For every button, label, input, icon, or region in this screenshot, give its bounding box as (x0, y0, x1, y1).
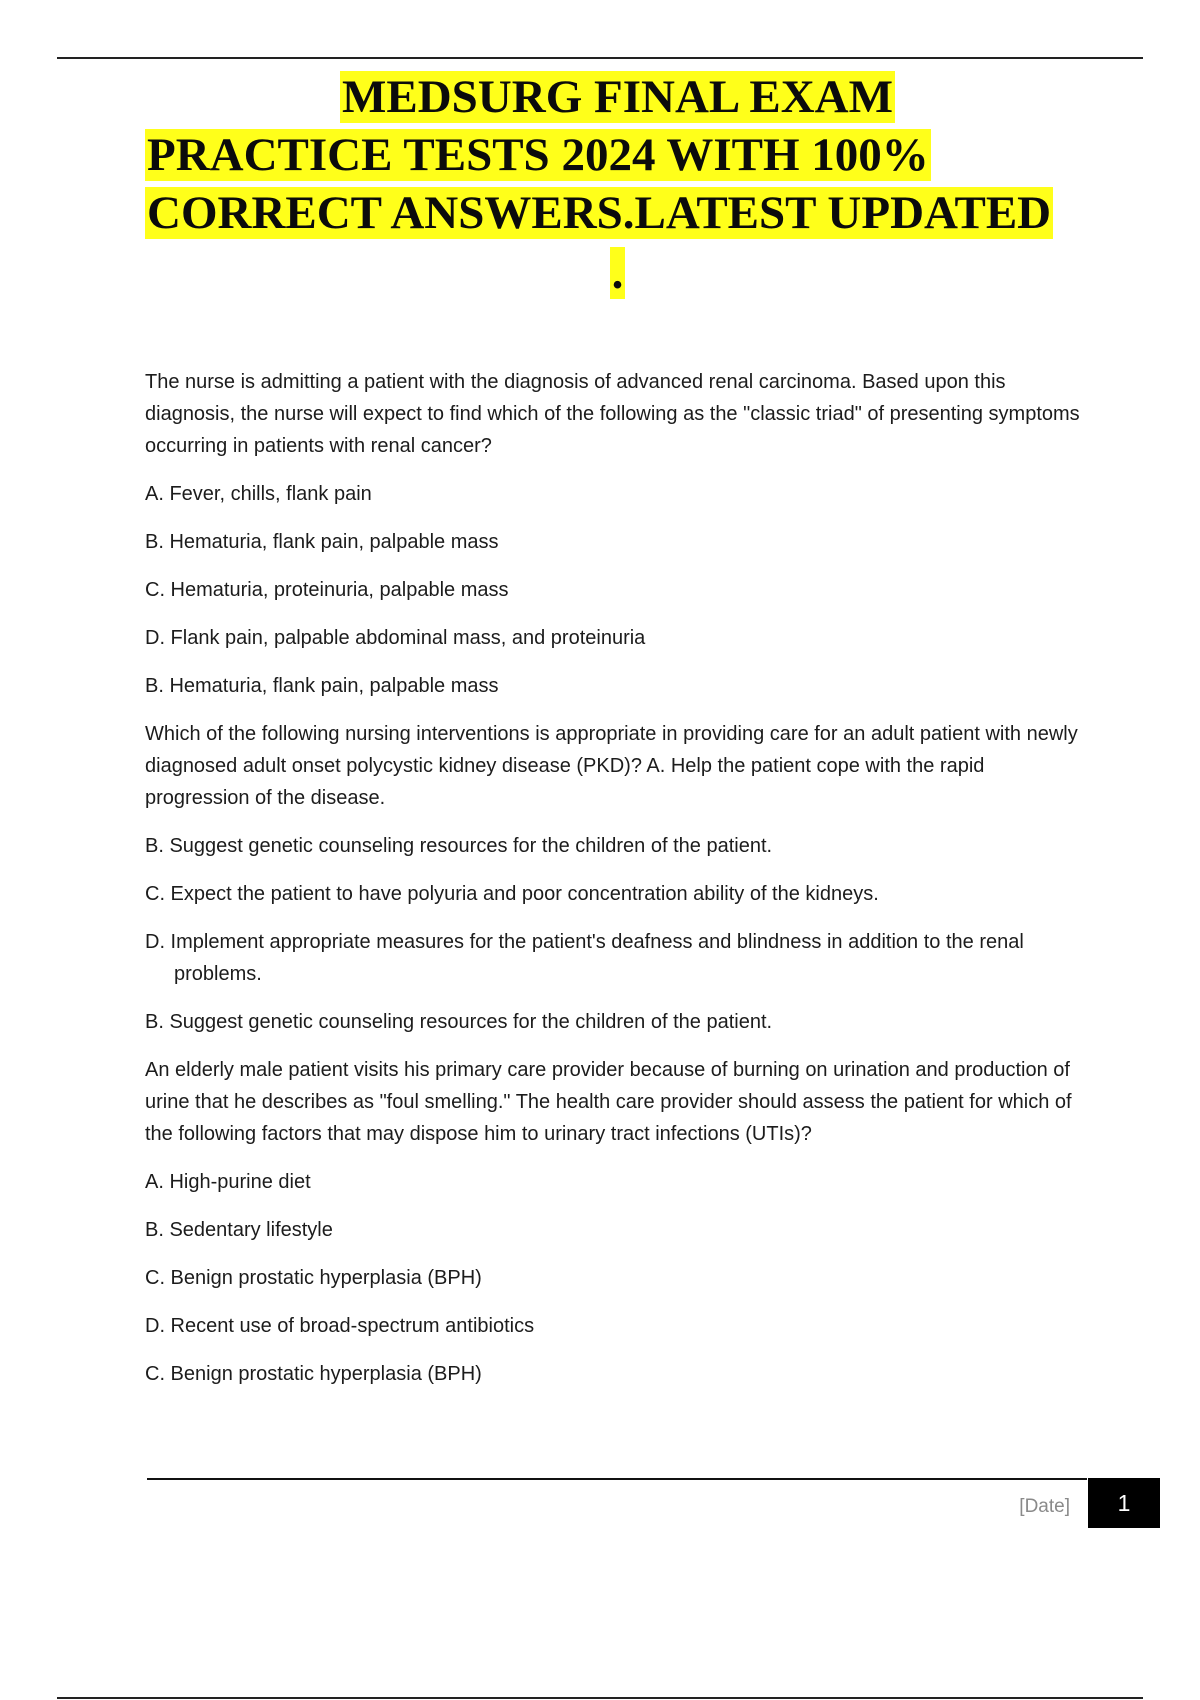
title-line-4: . (611, 247, 624, 299)
question-3-option-d: D. Recent use of broad-spectrum antibiotics (145, 1315, 535, 1337)
question-3-option-b: B. Sedentary lifestyle (145, 1219, 333, 1241)
title-line-1: MEDSURG FINAL EXAM (342, 71, 893, 123)
question-1-option-c: C. Hematuria, proteinuria, palpable mass (145, 579, 509, 601)
question-2-option-b: B. Suggest genetic counseling resources for the children of the patient. (145, 835, 773, 857)
question-2-option-d: D. Implement appropriate measures for the patient's deafness and blindness in addition to the renal problems. (145, 931, 1024, 985)
question-1-option-a: A. Fever, chills, flank pain (145, 483, 372, 505)
questions-body (145, 366, 1085, 1406)
question-3-stem: An elderly male patient visits his primary care provider because of burning on urination and production of urine that he describes as "foul smelling." The health care provider should assess the patient for which of the following factors that may dispose him to urinary tract infections (UTIs)? (145, 1059, 1072, 1145)
top-rule (57, 57, 1143, 59)
footer-rule (147, 1478, 1087, 1480)
bottom-rule (57, 1697, 1143, 1699)
document-title (145, 68, 1090, 302)
footer-date: [Date] (1019, 1496, 1070, 1517)
page-number: 1 (1088, 1478, 1160, 1528)
question-3-option-a: A. High-purine diet (145, 1171, 311, 1193)
question-3-answer: C. Benign prostatic hyperplasia (BPH) (145, 1363, 482, 1385)
question-1-stem: The nurse is admitting a patient with the diagnosis of advanced renal carcinoma. Based upon this diagnosis, the nurse will expect to find which of the following as the "classic triad" of presenting symptoms occurring in patients with renal cancer? (145, 371, 1080, 457)
question-2-option-c: C. Expect the patient to have polyuria and poor concentration ability of the kidneys. (145, 883, 879, 905)
title-line-3: CORRECT ANSWERS.LATEST UPDATED (147, 187, 1052, 239)
question-1-option-b: B. Hematuria, flank pain, palpable mass (145, 531, 499, 553)
question-1-answer: B. Hematuria, flank pain, palpable mass (145, 675, 499, 697)
title-line-2: PRACTICE TESTS 2024 WITH 100% (147, 129, 929, 181)
question-3-option-c: C. Benign prostatic hyperplasia (BPH) (145, 1267, 482, 1289)
question-2-answer: B. Suggest genetic counseling resources for the children of the patient. (145, 1011, 773, 1033)
question-1-option-d: D. Flank pain, palpable abdominal mass, and proteinuria (145, 627, 646, 649)
question-2-stem: Which of the following nursing interventions is appropriate in providing care for an adult patient with newly diagnosed adult onset polycystic kidney disease (PKD)? A. Help the patient cope with the rapid progression of the disease. (145, 723, 1078, 809)
